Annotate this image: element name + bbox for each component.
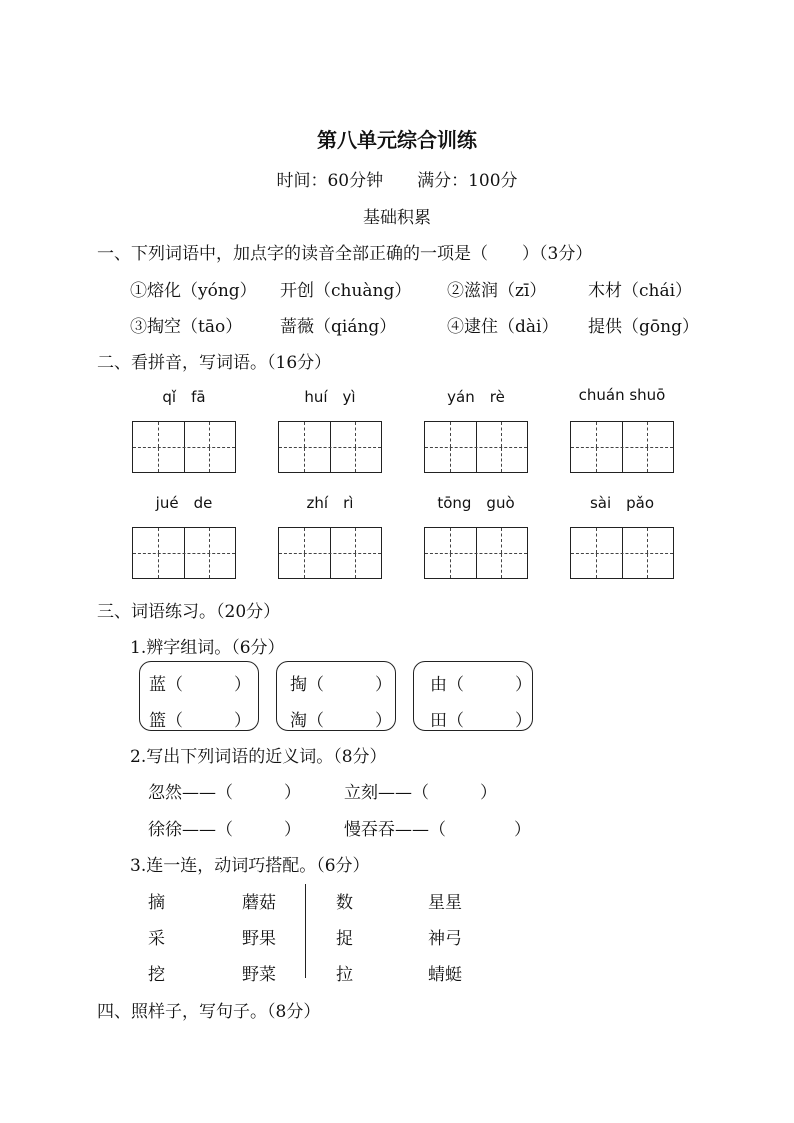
match-verb[interactable]: 挖 — [148, 965, 165, 985]
writing-grid[interactable] — [424, 527, 528, 579]
char-group-item[interactable]: 掏（ ） — [290, 675, 392, 695]
pinyin-label: huí yì — [304, 388, 356, 406]
pinyin-label: chuán shuō — [578, 386, 666, 404]
synonym-item[interactable]: 忽然——（ ） — [148, 783, 301, 803]
pinyin-label: zhí rì — [306, 494, 354, 512]
char-group-item[interactable]: 蓝（ ） — [149, 675, 251, 695]
writing-grid[interactable] — [132, 421, 236, 473]
q1-option: ②滋润（zī） — [447, 281, 547, 301]
q1-option: 蔷薇（qiáng） — [280, 317, 397, 337]
pinyin-label: tōng guò — [437, 494, 515, 512]
q3-sub1-heading: 1.辨字组词。（6分） — [130, 638, 285, 658]
char-group-item[interactable]: 田（ ） — [430, 711, 532, 731]
writing-grid[interactable] — [424, 421, 528, 473]
match-verb[interactable]: 捉 — [336, 929, 353, 949]
column-divider — [305, 884, 306, 978]
pinyin-label: yán rè — [447, 388, 505, 406]
q1-option: ④逮住（dài） — [447, 317, 559, 337]
q1-heading: 一、下列词语中，加点字的读音全部正确的一项是（ ）（3分） — [97, 244, 593, 264]
q4-heading: 四、照样子，写句子。（8分） — [97, 1002, 321, 1022]
writing-grid[interactable] — [132, 527, 236, 579]
q1-option: 提供（gōng） — [588, 317, 699, 337]
q3-sub2-heading: 2.写出下列词语的近义词。（8分） — [130, 747, 387, 767]
q1-option: ①熔化（yóng） — [130, 281, 257, 301]
q1-option: 开创（chuàng） — [280, 281, 412, 301]
match-noun[interactable]: 星星 — [428, 893, 462, 913]
match-verb[interactable]: 数 — [336, 893, 353, 913]
synonym-item[interactable]: 慢吞吞——（ ） — [344, 820, 531, 840]
writing-grid[interactable] — [278, 421, 382, 473]
synonym-item[interactable]: 徐徐——（ ） — [148, 820, 301, 840]
writing-grid[interactable] — [278, 527, 382, 579]
match-noun[interactable]: 蜻蜓 — [428, 965, 462, 985]
exam-info: 时间：60分钟 满分：100分 — [276, 171, 518, 191]
match-verb[interactable]: 拉 — [336, 965, 353, 985]
synonym-item[interactable]: 立刻——（ ） — [344, 783, 497, 803]
writing-grid[interactable] — [570, 421, 674, 473]
q2-heading: 二、看拼音，写词语。（16分） — [97, 353, 332, 373]
match-noun[interactable]: 野菜 — [242, 965, 276, 985]
writing-grid[interactable] — [570, 527, 674, 579]
match-verb[interactable]: 采 — [148, 929, 165, 949]
char-group-item[interactable]: 篮（ ） — [149, 711, 251, 731]
q3-sub3-heading: 3.连一连，动词巧搭配。（6分） — [130, 856, 370, 876]
char-group-item[interactable]: 由（ ） — [430, 675, 532, 695]
pinyin-label: sài pǎo — [589, 494, 655, 512]
char-group-item[interactable]: 淘（ ） — [290, 711, 392, 731]
q3-heading: 三、词语练习。（20分） — [97, 602, 281, 622]
match-noun[interactable]: 蘑菇 — [242, 893, 276, 913]
match-verb[interactable]: 摘 — [148, 893, 165, 913]
section-heading: 基础积累 — [363, 208, 431, 228]
pinyin-label: qǐ fā — [162, 388, 206, 406]
match-noun[interactable]: 野果 — [242, 929, 276, 949]
match-noun[interactable]: 神弓 — [428, 929, 462, 949]
q1-option: 木材（chái） — [588, 281, 693, 301]
q1-option: ③掏空（tāo） — [130, 317, 243, 337]
pinyin-label: jué de — [155, 494, 213, 512]
page-title: 第八单元综合训练 — [317, 128, 477, 152]
